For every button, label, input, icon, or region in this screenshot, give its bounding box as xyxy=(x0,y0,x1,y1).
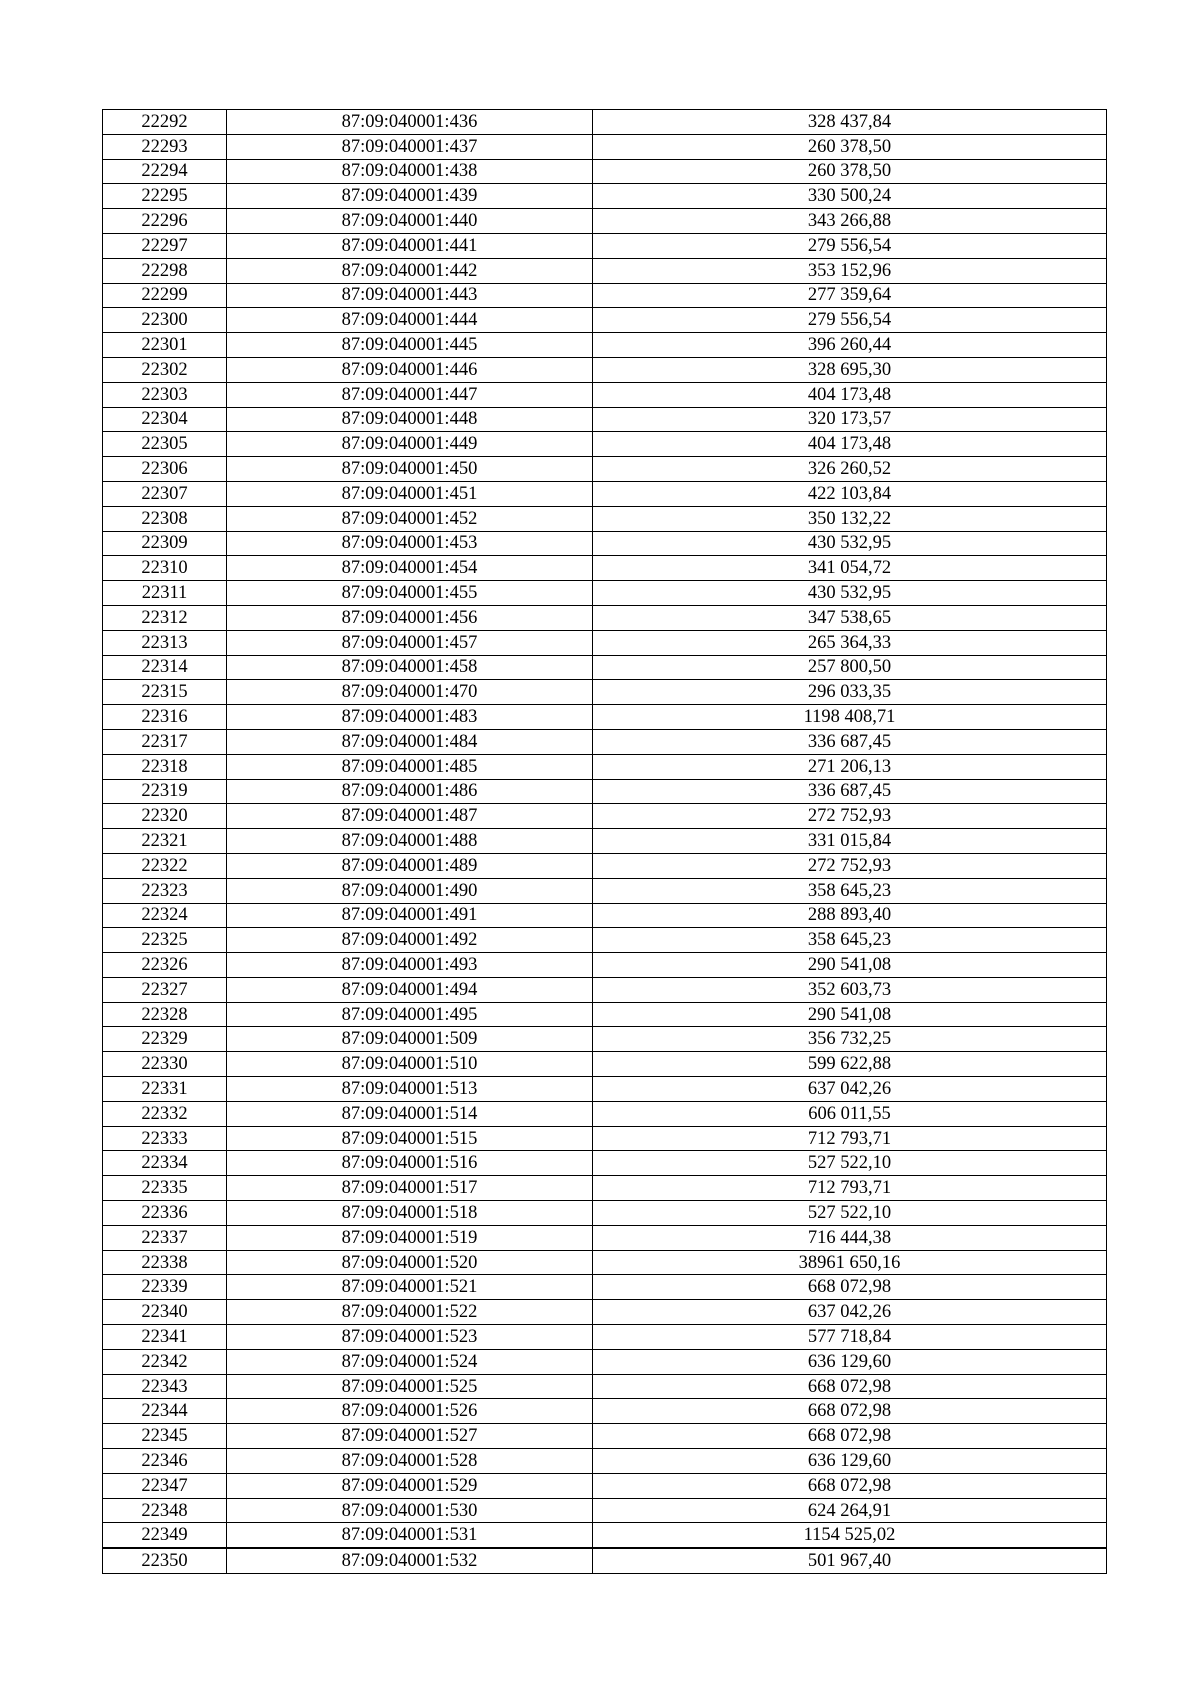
cadastral-number-cell: 87:09:040001:487 xyxy=(227,804,593,829)
table-row xyxy=(103,1498,1107,1523)
table-row xyxy=(103,134,1107,159)
table-row xyxy=(103,407,1107,432)
value-cell: 404 173,48 xyxy=(593,382,1107,407)
value-cell: 404 173,48 xyxy=(593,432,1107,457)
cadastral-number-cell: 87:09:040001:439 xyxy=(227,184,593,209)
value-cell: 396 260,44 xyxy=(593,333,1107,358)
value-cell: 350 132,22 xyxy=(593,506,1107,531)
table-row xyxy=(103,1399,1107,1424)
row-number-cell: 22336 xyxy=(103,1201,227,1226)
row-number-cell: 22304 xyxy=(103,407,227,432)
row-number-cell: 22341 xyxy=(103,1325,227,1350)
row-number-cell: 22303 xyxy=(103,382,227,407)
cadastral-number-cell: 87:09:040001:445 xyxy=(227,333,593,358)
row-number-cell: 22346 xyxy=(103,1449,227,1474)
value-cell: 336 687,45 xyxy=(593,779,1107,804)
row-number-cell: 22347 xyxy=(103,1473,227,1498)
value-cell: 296 033,35 xyxy=(593,680,1107,705)
row-number-cell: 22301 xyxy=(103,333,227,358)
value-cell: 358 645,23 xyxy=(593,928,1107,953)
table-row xyxy=(103,903,1107,928)
table-row xyxy=(103,382,1107,407)
value-cell: 527 522,10 xyxy=(593,1201,1107,1226)
value-cell: 260 378,50 xyxy=(593,134,1107,159)
cadastral-number-cell: 87:09:040001:443 xyxy=(227,283,593,308)
row-number-cell: 22323 xyxy=(103,878,227,903)
value-cell: 341 054,72 xyxy=(593,556,1107,581)
table-row xyxy=(103,605,1107,630)
cadastral-number-cell: 87:09:040001:453 xyxy=(227,531,593,556)
row-number-cell: 22337 xyxy=(103,1225,227,1250)
value-cell: 712 793,71 xyxy=(593,1176,1107,1201)
value-cell: 668 072,98 xyxy=(593,1473,1107,1498)
cadastral-number-cell: 87:09:040001:448 xyxy=(227,407,593,432)
cadastral-number-cell: 87:09:040001:530 xyxy=(227,1498,593,1523)
row-number-cell: 22307 xyxy=(103,481,227,506)
table-row xyxy=(103,1002,1107,1027)
cadastral-number-cell: 87:09:040001:447 xyxy=(227,382,593,407)
cadastral-number-cell: 87:09:040001:514 xyxy=(227,1101,593,1126)
value-cell: 668 072,98 xyxy=(593,1424,1107,1449)
cadastral-number-cell: 87:09:040001:528 xyxy=(227,1449,593,1474)
row-number-cell: 22311 xyxy=(103,581,227,606)
table-row xyxy=(103,829,1107,854)
table-row xyxy=(103,878,1107,903)
value-cell: 265 364,33 xyxy=(593,630,1107,655)
table-row xyxy=(103,1225,1107,1250)
row-number-cell: 22335 xyxy=(103,1176,227,1201)
table-row xyxy=(103,928,1107,953)
cadastral-number-cell: 87:09:040001:522 xyxy=(227,1300,593,1325)
row-number-cell: 22326 xyxy=(103,953,227,978)
table-row xyxy=(103,258,1107,283)
table-row xyxy=(103,1126,1107,1151)
row-number-cell: 22348 xyxy=(103,1498,227,1523)
cadastral-number-cell: 87:09:040001:438 xyxy=(227,159,593,184)
row-number-cell: 22331 xyxy=(103,1077,227,1102)
value-cell: 577 718,84 xyxy=(593,1325,1107,1350)
table-row xyxy=(103,1176,1107,1201)
value-cell: 430 532,95 xyxy=(593,581,1107,606)
cadastral-number-cell: 87:09:040001:454 xyxy=(227,556,593,581)
cadastral-number-cell: 87:09:040001:509 xyxy=(227,1027,593,1052)
row-number-cell: 22324 xyxy=(103,903,227,928)
value-cell: 279 556,54 xyxy=(593,308,1107,333)
cadastral-number-cell: 87:09:040001:495 xyxy=(227,1002,593,1027)
value-cell: 636 129,60 xyxy=(593,1449,1107,1474)
table-row xyxy=(103,1325,1107,1350)
row-number-cell: 22338 xyxy=(103,1250,227,1275)
row-number-cell: 22295 xyxy=(103,184,227,209)
row-number-cell: 22310 xyxy=(103,556,227,581)
table-row xyxy=(103,680,1107,705)
cadastral-number-cell: 87:09:040001:485 xyxy=(227,754,593,779)
table-row xyxy=(103,159,1107,184)
table-row xyxy=(103,209,1107,234)
row-number-cell: 22293 xyxy=(103,134,227,159)
value-cell: 328 437,84 xyxy=(593,110,1107,135)
table-row xyxy=(103,481,1107,506)
cadastral-number-cell: 87:09:040001:524 xyxy=(227,1349,593,1374)
row-number-cell: 22340 xyxy=(103,1300,227,1325)
row-number-cell: 22320 xyxy=(103,804,227,829)
value-cell: 527 522,10 xyxy=(593,1151,1107,1176)
value-cell: 272 752,93 xyxy=(593,804,1107,829)
table-row xyxy=(103,630,1107,655)
table-row xyxy=(103,1473,1107,1498)
table-row xyxy=(103,804,1107,829)
value-cell: 358 645,23 xyxy=(593,878,1107,903)
cadastral-number-cell: 87:09:040001:520 xyxy=(227,1250,593,1275)
cadastral-number-cell: 87:09:040001:452 xyxy=(227,506,593,531)
value-cell: 712 793,71 xyxy=(593,1126,1107,1151)
value-cell: 320 173,57 xyxy=(593,407,1107,432)
value-cell: 668 072,98 xyxy=(593,1399,1107,1424)
cadastral-value-table xyxy=(102,109,1107,1574)
value-cell: 356 732,25 xyxy=(593,1027,1107,1052)
row-number-cell: 22343 xyxy=(103,1374,227,1399)
value-cell: 606 011,55 xyxy=(593,1101,1107,1126)
cadastral-number-cell: 87:09:040001:484 xyxy=(227,729,593,754)
table-row xyxy=(103,754,1107,779)
value-cell: 636 129,60 xyxy=(593,1349,1107,1374)
row-number-cell: 22332 xyxy=(103,1101,227,1126)
value-cell: 637 042,26 xyxy=(593,1300,1107,1325)
cadastral-number-cell: 87:09:040001:510 xyxy=(227,1052,593,1077)
row-number-cell: 22300 xyxy=(103,308,227,333)
row-number-cell: 22317 xyxy=(103,729,227,754)
table-body xyxy=(103,110,1107,1574)
row-number-cell: 22350 xyxy=(103,1548,227,1573)
row-number-cell: 22339 xyxy=(103,1275,227,1300)
table-row xyxy=(103,853,1107,878)
value-cell: 347 538,65 xyxy=(593,605,1107,630)
row-number-cell: 22305 xyxy=(103,432,227,457)
table-row xyxy=(103,1424,1107,1449)
cadastral-number-cell: 87:09:040001:455 xyxy=(227,581,593,606)
cadastral-number-cell: 87:09:040001:515 xyxy=(227,1126,593,1151)
value-cell: 422 103,84 xyxy=(593,481,1107,506)
table-row xyxy=(103,1250,1107,1275)
table-row xyxy=(103,1449,1107,1474)
value-cell: 260 378,50 xyxy=(593,159,1107,184)
value-cell: 668 072,98 xyxy=(593,1275,1107,1300)
table-row xyxy=(103,1300,1107,1325)
table-row xyxy=(103,705,1107,730)
table-row xyxy=(103,506,1107,531)
row-number-cell: 22318 xyxy=(103,754,227,779)
row-number-cell: 22315 xyxy=(103,680,227,705)
value-cell: 501 967,40 xyxy=(593,1548,1107,1573)
cadastral-number-cell: 87:09:040001:458 xyxy=(227,655,593,680)
cadastral-number-cell: 87:09:040001:523 xyxy=(227,1325,593,1350)
row-number-cell: 22297 xyxy=(103,233,227,258)
table-row xyxy=(103,953,1107,978)
row-number-cell: 22322 xyxy=(103,853,227,878)
row-number-cell: 22327 xyxy=(103,977,227,1002)
row-number-cell: 22328 xyxy=(103,1002,227,1027)
table-row xyxy=(103,531,1107,556)
table-row xyxy=(103,556,1107,581)
table-row xyxy=(103,357,1107,382)
cadastral-number-cell: 87:09:040001:493 xyxy=(227,953,593,978)
cadastral-number-cell: 87:09:040001:513 xyxy=(227,1077,593,1102)
table-row xyxy=(103,1523,1107,1548)
table-row xyxy=(103,1101,1107,1126)
value-cell: 668 072,98 xyxy=(593,1374,1107,1399)
table-row xyxy=(103,1201,1107,1226)
row-number-cell: 22342 xyxy=(103,1349,227,1374)
value-cell: 1198 408,71 xyxy=(593,705,1107,730)
value-cell: 336 687,45 xyxy=(593,729,1107,754)
cadastral-number-cell: 87:09:040001:440 xyxy=(227,209,593,234)
table-row xyxy=(103,779,1107,804)
row-number-cell: 22296 xyxy=(103,209,227,234)
row-number-cell: 22306 xyxy=(103,457,227,482)
row-number-cell: 22299 xyxy=(103,283,227,308)
row-number-cell: 22312 xyxy=(103,605,227,630)
cadastral-number-cell: 87:09:040001:486 xyxy=(227,779,593,804)
row-number-cell: 22308 xyxy=(103,506,227,531)
value-cell: 277 359,64 xyxy=(593,283,1107,308)
value-cell: 716 444,38 xyxy=(593,1225,1107,1250)
row-number-cell: 22294 xyxy=(103,159,227,184)
value-cell: 279 556,54 xyxy=(593,233,1107,258)
row-number-cell: 22330 xyxy=(103,1052,227,1077)
value-cell: 331 015,84 xyxy=(593,829,1107,854)
value-cell: 328 695,30 xyxy=(593,357,1107,382)
row-number-cell: 22314 xyxy=(103,655,227,680)
row-number-cell: 22292 xyxy=(103,110,227,135)
value-cell: 599 622,88 xyxy=(593,1052,1107,1077)
table-row xyxy=(103,110,1107,135)
cadastral-number-cell: 87:09:040001:451 xyxy=(227,481,593,506)
row-number-cell: 22321 xyxy=(103,829,227,854)
row-number-cell: 22333 xyxy=(103,1126,227,1151)
cadastral-number-cell: 87:09:040001:457 xyxy=(227,630,593,655)
row-number-cell: 22349 xyxy=(103,1523,227,1548)
cadastral-number-cell: 87:09:040001:517 xyxy=(227,1176,593,1201)
cadastral-number-cell: 87:09:040001:446 xyxy=(227,357,593,382)
table-row xyxy=(103,432,1107,457)
row-number-cell: 22325 xyxy=(103,928,227,953)
cadastral-number-cell: 87:09:040001:527 xyxy=(227,1424,593,1449)
row-number-cell: 22344 xyxy=(103,1399,227,1424)
value-cell: 290 541,08 xyxy=(593,953,1107,978)
cadastral-number-cell: 87:09:040001:470 xyxy=(227,680,593,705)
cadastral-number-cell: 87:09:040001:492 xyxy=(227,928,593,953)
table-row xyxy=(103,729,1107,754)
value-cell: 430 532,95 xyxy=(593,531,1107,556)
value-cell: 38961 650,16 xyxy=(593,1250,1107,1275)
table-row xyxy=(103,581,1107,606)
value-cell: 637 042,26 xyxy=(593,1077,1107,1102)
cadastral-number-cell: 87:09:040001:490 xyxy=(227,878,593,903)
cadastral-number-cell: 87:09:040001:516 xyxy=(227,1151,593,1176)
table-row xyxy=(103,233,1107,258)
value-cell: 330 500,24 xyxy=(593,184,1107,209)
value-cell: 290 541,08 xyxy=(593,1002,1107,1027)
value-cell: 1154 525,02 xyxy=(593,1523,1107,1548)
table-row xyxy=(103,308,1107,333)
table-row xyxy=(103,333,1107,358)
table-row xyxy=(103,655,1107,680)
row-number-cell: 22334 xyxy=(103,1151,227,1176)
row-number-cell: 22345 xyxy=(103,1424,227,1449)
cadastral-number-cell: 87:09:040001:494 xyxy=(227,977,593,1002)
table-row xyxy=(103,1275,1107,1300)
row-number-cell: 22309 xyxy=(103,531,227,556)
row-number-cell: 22313 xyxy=(103,630,227,655)
table-row xyxy=(103,1077,1107,1102)
table-row xyxy=(103,977,1107,1002)
cadastral-number-cell: 87:09:040001:491 xyxy=(227,903,593,928)
row-number-cell: 22329 xyxy=(103,1027,227,1052)
value-cell: 271 206,13 xyxy=(593,754,1107,779)
cadastral-number-cell: 87:09:040001:436 xyxy=(227,110,593,135)
cadastral-number-cell: 87:09:040001:450 xyxy=(227,457,593,482)
cadastral-number-cell: 87:09:040001:437 xyxy=(227,134,593,159)
value-cell: 272 752,93 xyxy=(593,853,1107,878)
value-cell: 257 800,50 xyxy=(593,655,1107,680)
value-cell: 352 603,73 xyxy=(593,977,1107,1002)
table-row xyxy=(103,1374,1107,1399)
cadastral-number-cell: 87:09:040001:529 xyxy=(227,1473,593,1498)
value-cell: 343 266,88 xyxy=(593,209,1107,234)
value-cell: 353 152,96 xyxy=(593,258,1107,283)
value-cell: 326 260,52 xyxy=(593,457,1107,482)
row-number-cell: 22316 xyxy=(103,705,227,730)
cadastral-number-cell: 87:09:040001:483 xyxy=(227,705,593,730)
cadastral-number-cell: 87:09:040001:521 xyxy=(227,1275,593,1300)
cadastral-number-cell: 87:09:040001:489 xyxy=(227,853,593,878)
cadastral-number-cell: 87:09:040001:456 xyxy=(227,605,593,630)
cadastral-number-cell: 87:09:040001:444 xyxy=(227,308,593,333)
value-cell: 624 264,91 xyxy=(593,1498,1107,1523)
table-row xyxy=(103,1151,1107,1176)
row-number-cell: 22319 xyxy=(103,779,227,804)
value-cell: 288 893,40 xyxy=(593,903,1107,928)
cadastral-number-cell: 87:09:040001:532 xyxy=(227,1548,593,1573)
cadastral-number-cell: 87:09:040001:525 xyxy=(227,1374,593,1399)
table-row xyxy=(103,1548,1107,1573)
table-row xyxy=(103,457,1107,482)
table-row xyxy=(103,1052,1107,1077)
row-number-cell: 22298 xyxy=(103,258,227,283)
table-row xyxy=(103,283,1107,308)
table-row xyxy=(103,184,1107,209)
row-number-cell: 22302 xyxy=(103,357,227,382)
cadastral-number-cell: 87:09:040001:519 xyxy=(227,1225,593,1250)
cadastral-number-cell: 87:09:040001:449 xyxy=(227,432,593,457)
cadastral-number-cell: 87:09:040001:441 xyxy=(227,233,593,258)
table-row xyxy=(103,1027,1107,1052)
cadastral-number-cell: 87:09:040001:442 xyxy=(227,258,593,283)
cadastral-number-cell: 87:09:040001:488 xyxy=(227,829,593,854)
cadastral-number-cell: 87:09:040001:526 xyxy=(227,1399,593,1424)
table-row xyxy=(103,1349,1107,1374)
cadastral-number-cell: 87:09:040001:518 xyxy=(227,1201,593,1226)
cadastral-number-cell: 87:09:040001:531 xyxy=(227,1523,593,1548)
